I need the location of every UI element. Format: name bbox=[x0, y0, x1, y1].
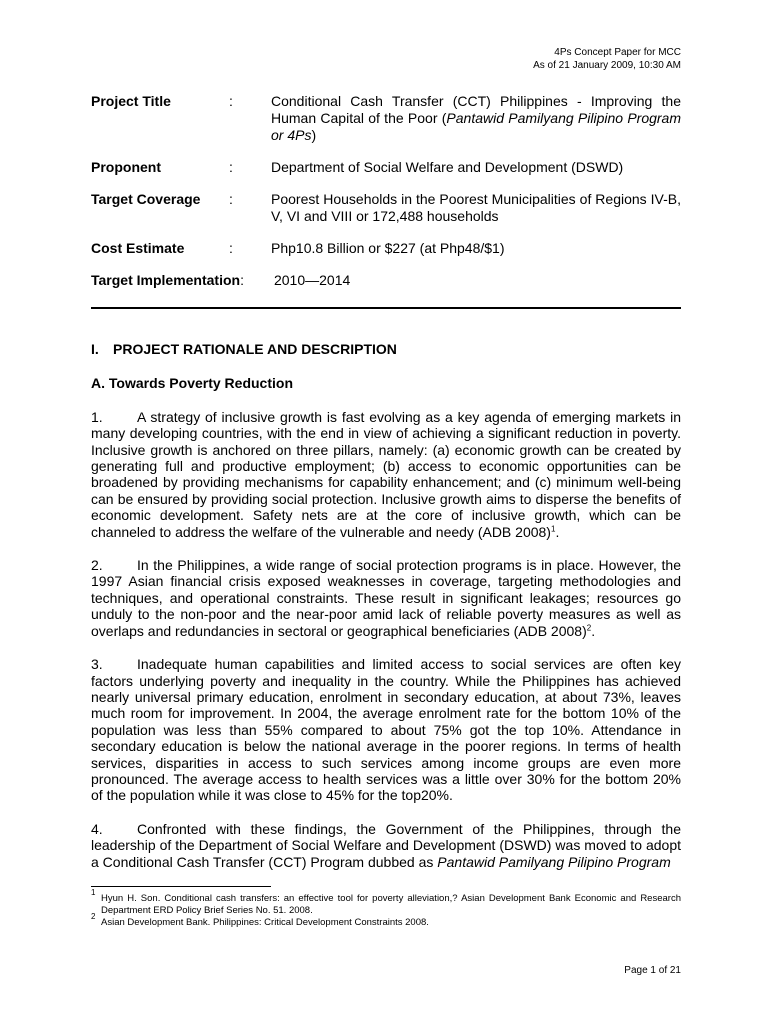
meta-label: Proponent bbox=[91, 159, 161, 175]
meta-value: Conditional Cash Transfer (CCT) Philippines - Improving the Human Capital of the Poor (Pantawid Pamilyang Pilipino Program or 4Ps) bbox=[271, 93, 681, 143]
footnotes bbox=[91, 888, 681, 929]
meta-row-cost-estimate bbox=[91, 240, 681, 257]
paragraph: 2. In the Philippines, a wide range of social protection programs is in place. However, the 1997 Asian financial crisis exposed weaknesses in coverage, targeting methodologies and techniques, and operational constraints. These result in significant leakages; resources go unduly to the non-poor and the near-poor amid lack of reliable poverty measures as well as overlaps and redundancies in sectoral or geographical beneficiaries (ADB 2008)$^2$. bbox=[91, 557, 681, 639]
header-title: 4Ps Concept Paper for MCC bbox=[554, 47, 681, 58]
document-body bbox=[91, 341, 681, 887]
meta-colon: : bbox=[229, 191, 233, 207]
meta-label: Cost Estimate bbox=[91, 240, 185, 256]
meta-spacer bbox=[244, 272, 274, 289]
meta-colon: : bbox=[229, 93, 233, 109]
meta-value: Php10.8 Billion or $227 (at Php48/$1) bbox=[271, 240, 505, 256]
meta-row-proponent bbox=[91, 159, 681, 176]
header-date: As of 21 January 2009, 10:30 AM bbox=[533, 60, 681, 71]
project-summary bbox=[91, 93, 681, 304]
meta-colon: : bbox=[229, 240, 233, 256]
paragraph: 4. Confronted with these findings, the Government of the Philippines, through the leadership of the Department of Social Welfare and Development (DSWD) was moved to adopt a Conditional Cash Transfer (CCT) Program dubbed as Pantawid Pamilyang Pilipino Program bbox=[91, 820, 681, 870]
meta-label: Project Title bbox=[91, 93, 171, 109]
meta-row-project-title bbox=[91, 93, 681, 144]
footnote-divider bbox=[91, 886, 271, 887]
meta-row-target-implementation bbox=[91, 272, 681, 289]
horizontal-divider bbox=[91, 307, 681, 309]
footnote-ref: 2 bbox=[586, 623, 592, 633]
paragraph: 1. A strategy of inclusive growth is fast evolving as a key agenda of emerging markets in many developing countries, with the end in view of achieving a significant reduction in poverty. Inclusive growth is anchored on three pillars, namely: (a) economic growth can be created by generating full and productive employment; (b) access to economic opportunities can be broadened by providing mechanisms for capability enhancement; and (c) minimum well-being can be ensured by providing social protection. Inclusive growth aims to disperse the benefits of economic development. Safety nets are at the core of inclusive growth, which can be channeled to address the welfare of the vulnerable and needy (ADB 2008)$^1$. bbox=[91, 408, 681, 540]
meta-label: Target Implementation: bbox=[91, 272, 244, 288]
document-header bbox=[533, 46, 681, 72]
page-number: Page 1 of 21 bbox=[624, 965, 681, 976]
meta-colon: : bbox=[229, 159, 233, 175]
footnote: 1 Hyun H. Son. Conditional cash transfers: an effective tool for poverty alleviation,? Asian Development Bank Economic and Research Department ERD Policy Brief Series No. 51. 2008. bbox=[91, 888, 681, 916]
subsection-heading: A. Towards Poverty Reduction bbox=[91, 375, 293, 392]
footnote-ref: 1 bbox=[550, 524, 556, 533]
meta-value: Poorest Households in the Poorest Municipalities of Regions IV-B, V, VI and VIII or 172,488 households bbox=[271, 191, 681, 224]
section-heading: I. PROJECT RATIONALE AND DESCRIPTION bbox=[91, 341, 397, 357]
paragraph: 3. Inadequate human capabilities and limited access to social services are often key factors underlying poverty and inequality in the country. While the Philippines has achieved nearly universal primary education, enrolment in secondary education, at about 73%, leaves much room for improvement. In 2004, the average enrolment rate for the bottom 10% of the population was less than 55% compared to about 75% got the top 10%. Attendance in secondary education is below the national average in the poorer regions. In terms of health services, disparities in access to such services among income groups are even more pronounced. The average access to health services was a little over 30% for the bottom 20% of the population while it was close to 45% for the top20%. bbox=[91, 656, 681, 804]
meta-value: 2010—2014 bbox=[273, 272, 351, 288]
meta-value: Department of Social Welfare and Development (DSWD) bbox=[271, 159, 624, 175]
meta-row-target-coverage bbox=[91, 191, 681, 225]
footnote: 2 Asian Development Bank. Philippines: Critical Development Constraints 2008. bbox=[91, 912, 429, 928]
meta-label: Target Coverage bbox=[91, 191, 201, 207]
